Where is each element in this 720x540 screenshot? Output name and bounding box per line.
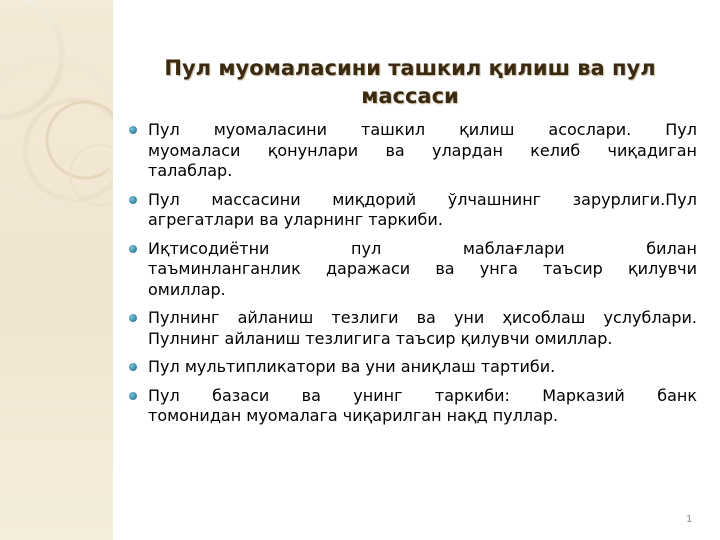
bullet-list [127, 120, 697, 435]
bullet-item [127, 386, 697, 427]
bullet-item [127, 190, 697, 231]
bullet-text-line: томонидан муомалага чиқарилган нақд пуллар. [148, 406, 559, 425]
bullet-text-line: омиллар. [148, 279, 226, 299]
slide-title [130, 54, 690, 110]
bullet-dot-icon [129, 392, 137, 400]
slide-title-line-2: массаси [361, 84, 459, 109]
bullet-dot-icon [129, 196, 137, 204]
bullet-item [127, 239, 697, 301]
bullet-item [127, 308, 697, 349]
bullet-text-line: Пулнинг айланиш тезлигига таъсир қилувчи омиллар. [148, 328, 613, 348]
bullet-text-line: талаблар. [148, 161, 233, 180]
slide-title-line-1: Пул муомаласини ташкил қилиш ва пул [164, 56, 656, 81]
bullet-dot-icon [129, 245, 137, 253]
bullet-text-line: Иқтисодиётни пул маблағлари билан [148, 238, 697, 258]
bullet-item [127, 357, 697, 378]
page-number: 1 [686, 514, 693, 525]
bullet-text-line: Пул массасини миқдорий ўлчашнинг зарурлиги.Пул [148, 189, 697, 209]
bullet-dot-icon [129, 363, 137, 371]
bullet-text-line: Пул муомаласини ташкил қилиш асослари. Пул [148, 120, 697, 139]
bullet-text-line: агрегатлари ва уларнинг таркиби. [148, 210, 443, 229]
bullet-text-line: муомаласи қонунлари ва улардан келиб чиқадиган [148, 140, 697, 160]
bullet-item [127, 120, 697, 182]
bullet-text-line: Пулнинг айланиш тезлиги ва уни ҳисоблаш услублари. [148, 308, 697, 327]
bullet-text-line: Пул мультипликатори ва уни аниқлаш тартиби. [148, 357, 556, 376]
bullet-text-line: таъминланганлик даражаси ва унга таъсир қилувчи [148, 259, 697, 278]
bullet-text-line: Пул базаси ва унинг таркиби: Марказий банк [148, 385, 697, 405]
bullet-dot-icon [129, 126, 137, 134]
bullet-dot-icon [129, 314, 137, 322]
